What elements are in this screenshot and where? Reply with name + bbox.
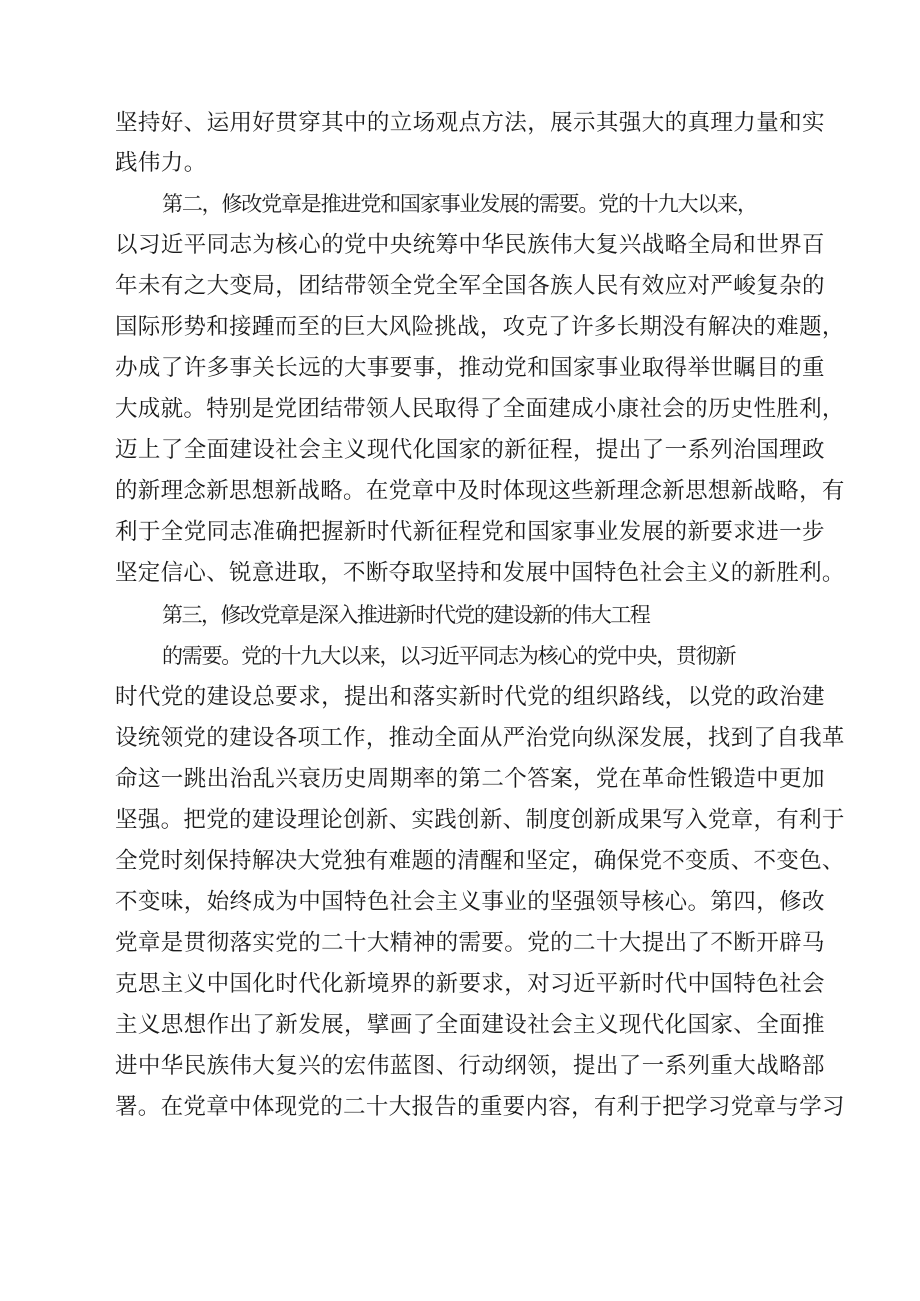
text-line: 利于全党同志准确把握新时代新征程党和国家事业发展的新要求进一步 (115, 519, 825, 545)
text-line: 坚定信心、锐意进取，不断夺取坚持和发展中国特色社会主义的新胜利。 (115, 560, 845, 586)
text-line: 时代党的建设总要求，提出和落实新时代党的组织路线，以党的政治建 (115, 684, 825, 710)
text-line: 署。在党章中体现党的二十大报告的重要内容，有利于把学习党章与学习 (115, 1094, 845, 1120)
text-line: 设统领党的建设各项工作，推动全面从严治党向纵深发展，找到了自我革 (115, 725, 845, 751)
text-line: 国际形势和接踵而至的巨大风险挑战，攻克了许多长期没有解决的难题， (115, 314, 845, 340)
text-line: 党章是贯彻落实党的二十大精神的需要。党的二十大提出了不断开辟马 (115, 930, 825, 956)
text-line: 克思主义中国化时代化新境界的新要求，对习近平新时代中国特色社会 (115, 971, 825, 997)
text-line: 进中华民族伟大复兴的宏伟蓝图、行动纲领，提出了一系列重大战略部 (115, 1053, 825, 1079)
text-line: 坚持好、运用好贯穿其中的立场观点方法，展示其强大的真理力量和实 (115, 110, 825, 136)
text-line: 迈上了全面建设社会主义现代化国家的新征程，提出了一系列治国理政 (115, 437, 825, 463)
text-line: 的需要。党的十九大以来，以习近平同志为核心的党中央，贯彻新 (162, 643, 736, 668)
text-line: 的新理念新思想新战略。在党章中及时体现这些新理念新思想新战略，有 (115, 478, 845, 504)
text-line: 践伟力。 (115, 150, 207, 176)
text-line: 主义思想作出了新发展，擘画了全面建设社会主义现代化国家、全面推 (115, 1012, 825, 1038)
text-line: 不变味，始终成为中国特色社会主义事业的坚强领导核心。第四，修改 (115, 889, 825, 915)
text-line: 办成了许多事关长远的大事要事，推动党和国家事业取得举世瞩目的重 (115, 355, 825, 381)
paragraph-start-line: 第三，修改党章是深入推进新时代党的建设新的伟大工程 (162, 602, 650, 627)
text-line: 大成就。特别是党团结带领人民取得了全面建成小康社会的历史性胜利， (115, 396, 845, 422)
text-line: 以习近平同志为核心的党中央统筹中华民族伟大复兴战略全局和世界百 (115, 232, 825, 258)
text-line: 年未有之大变局，团结带领全党全军全国各族人民有效应对严峻复杂的 (115, 273, 825, 299)
paragraph-start-line: 第二，修改党章是推进党和国家事业发展的需要。党的十九大以来， (162, 191, 757, 216)
text-line: 全党时刻保持解决大党独有难题的清醒和坚定，确保党不变质、不变色、 (115, 848, 845, 874)
text-line: 坚强。把党的建设理论创新、实践创新、制度创新成果写入党章，有利于 (115, 807, 845, 833)
text-line: 命这一跳出治乱兴衰历史周期率的第二个答案，党在革命性锻造中更加 (115, 766, 825, 792)
